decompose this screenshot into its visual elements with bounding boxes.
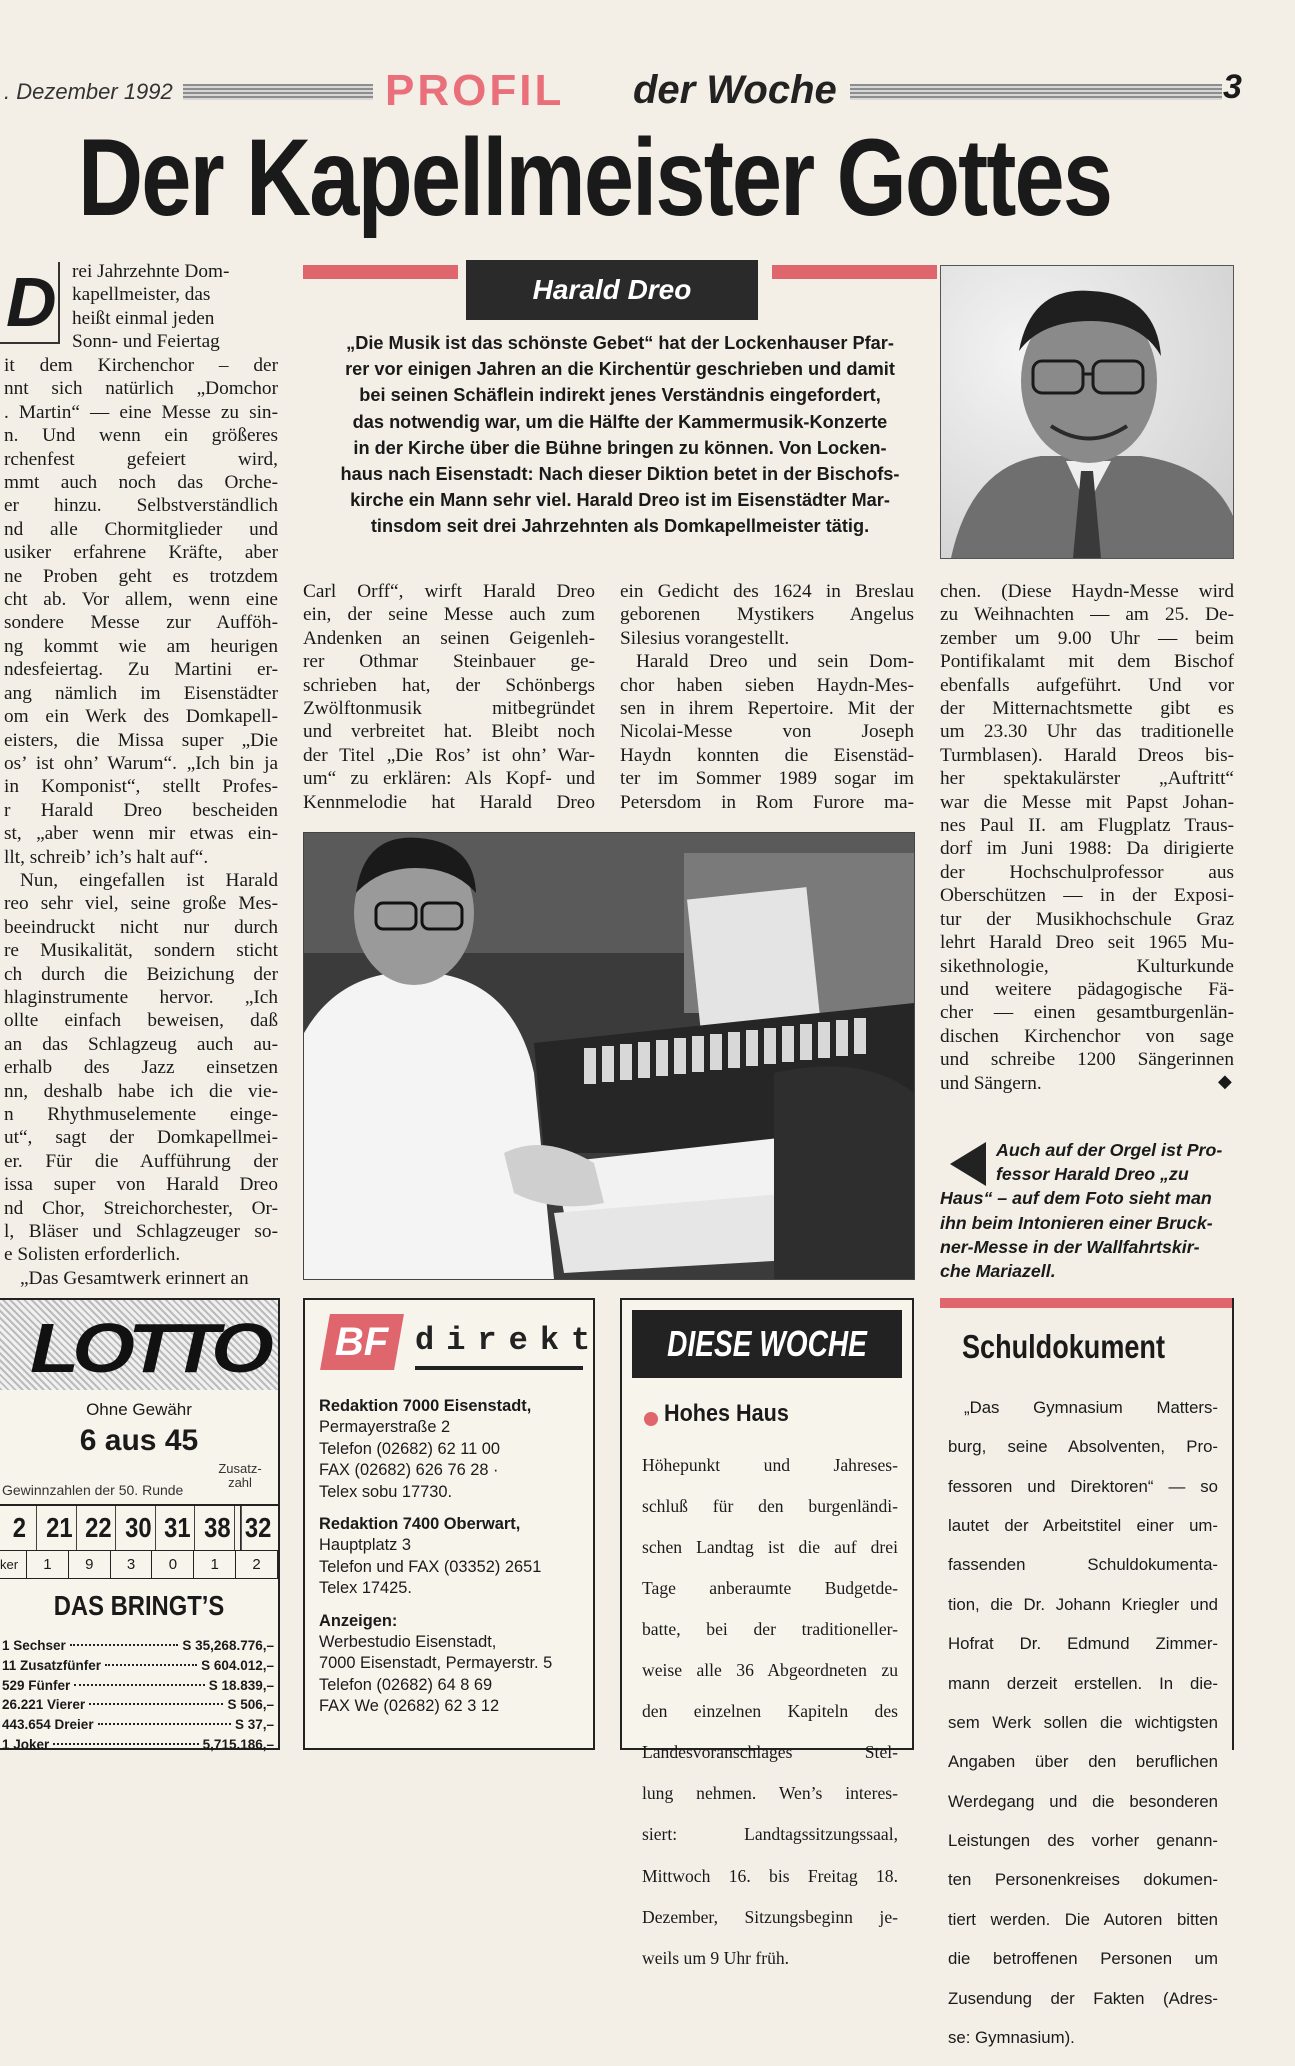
lotto-joker-label: ker <box>0 1550 27 1578</box>
article-line: ng kommt wie am heurigen <box>4 635 278 657</box>
article-column-3 <box>620 580 914 814</box>
schuldokument-line: tiert werden. Die Autoren bitten <box>948 1909 1218 1929</box>
bf-contact-line: Telex 17425. <box>319 1579 412 1598</box>
article-line: zember um 9.00 Uhr — beim <box>940 627 1234 649</box>
article-line: Petersdom in Rom Furore ma- <box>620 791 914 813</box>
bullet-dot <box>644 1412 658 1426</box>
article-line: Silesius vorangestellt. <box>620 627 790 649</box>
bf-direkt-title: direkt <box>415 1322 603 1359</box>
diese-woche-line: siert: Landtagssitzungssaal, <box>642 1824 898 1845</box>
bf-direkt-box <box>303 1298 603 1750</box>
article-column-2 <box>303 580 595 814</box>
schuldokument-line: „Das Gymnasium Matters- <box>964 1397 1218 1417</box>
lotto-payout-row <box>2 1735 274 1755</box>
lotto-box <box>0 1298 280 1750</box>
lotto-payouts <box>2 1636 274 1755</box>
diese-woche-line: batte, bei der traditioneller- <box>642 1618 898 1639</box>
article-line: und schreibe 1200 Sängerinnen <box>940 1049 1234 1071</box>
article-line: chor haben sieben Haydn-Mes- <box>620 674 914 696</box>
bf-contact-line: Anzeigen: <box>319 1611 398 1630</box>
article-line: in Komponist“, stellt Profes- <box>4 776 278 798</box>
article-line: ut“, sagt der Domkapellmei- <box>4 1127 278 1149</box>
bf-contact-block <box>319 1396 589 1503</box>
article-line: um 23.30 Uhr das traditionelle <box>940 721 1234 743</box>
diese-woche-line: Dezember, Sitzungsbeginn je- <box>642 1906 898 1927</box>
schuldokument-red-rule <box>940 1298 1234 1308</box>
article-line: st, „aber wenn mir etwas ein- <box>4 823 278 845</box>
bf-contact-line: Telefon und FAX (03352) 2651 <box>319 1557 542 1576</box>
lotto-payout-label: 11 Zusatzfünfer <box>2 1657 102 1673</box>
bf-contact-line: Telex sobu 17730. <box>319 1482 453 1501</box>
article-line: der Hochschulprofessor aus <box>940 861 1234 883</box>
article-line: rchenfest gefeiert wird, <box>4 448 278 470</box>
photo-caption: Auch auf der Orgel ist Pro- fessor Harald Dreo „zu Haus“ – auf dem Foto sieht man ihn beim Intonieren einer Bruck- ner-Messe in der Wallfahrtskir- che Mariazell. <box>940 1140 1223 1282</box>
banner-red-bar-left <box>303 265 458 279</box>
leader-dots <box>105 1664 197 1666</box>
lotto-number: 30 <box>122 1506 156 1550</box>
article-line: hlaginstrumente hervor. „Ich <box>4 986 278 1008</box>
masthead-der-woche: der Woche <box>633 68 837 112</box>
article-line: os’ ist ohn’ Warum“. „Ich bin ja <box>4 752 278 774</box>
lotto-number: 38 <box>201 1506 235 1550</box>
lotto-number: 2 <box>3 1506 37 1550</box>
article-line: Harald Dreo und sein Dom- <box>636 651 914 673</box>
schuldokument-line: Angaben über den beruflichen <box>948 1752 1218 1772</box>
article-line: nn, deshalb habe ich die vie- <box>4 1080 278 1102</box>
article-line: sikethnologie, Kulturkunde <box>940 955 1234 977</box>
lotto-payout-row <box>2 1715 274 1735</box>
dropcap: D <box>6 263 57 341</box>
bf-contact-line: 7000 Eisenstadt, Permayerstr. 5 <box>319 1654 553 1673</box>
schuldokument-line: fassenden Schuldokumenta- <box>948 1555 1218 1575</box>
article-line: ebenfalls aufgeführt. Und vor <box>940 674 1234 696</box>
lotto-joker-digit: 1 <box>194 1550 236 1578</box>
article-line: und Sängern. <box>940 1072 1042 1094</box>
lotto-number: 21 <box>43 1506 77 1550</box>
diese-woche-box <box>620 1298 914 1968</box>
lotto-payout-label: 529 Fünfer <box>2 1677 71 1693</box>
article-column-1 <box>4 354 278 1290</box>
lotto-payout-amount: 5,715.186,– <box>202 1736 274 1752</box>
masthead-profil: PROFIL <box>385 66 565 115</box>
diese-woche-line: weils um 9 Uhr früh. <box>642 1947 790 1968</box>
article-column-1-top: rei Jahrzehnte Dom- kapellmeister, das heißt einmal jeden Sonn- und Feiertag <box>72 261 230 353</box>
article-line: eisters, die Missa super „Die <box>4 729 278 751</box>
organ-photo <box>303 832 915 1280</box>
diese-woche-line: Mittwoch 16. bis Freitag 18. <box>642 1865 898 1886</box>
name-banner <box>466 260 758 320</box>
article-line: „Das Gesamtwerk erinnert an <box>20 1267 249 1289</box>
diese-woche-line: den einzelnen Kapiteln des <box>642 1701 898 1722</box>
lotto-number: 22 <box>82 1506 116 1550</box>
article-line: r Harald Dreo bescheiden <box>4 799 278 821</box>
masthead-rule-left <box>183 84 373 100</box>
bf-contact-line: Redaktion 7000 Eisenstadt, <box>319 1397 532 1415</box>
article-line: ch durch die Beizichung der <box>4 963 278 985</box>
bf-contact-line: Permayerstraße 2 <box>319 1418 451 1437</box>
article-line: chen. (Diese Haydn-Messe wird <box>940 581 1234 602</box>
article-line: Nicolai-Messe von Joseph <box>620 721 914 743</box>
article-line: Zwölftonmusik mitbegründet <box>303 698 595 720</box>
lotto-round-label: Gewinnzahlen der 50. Runde <box>2 1482 184 1498</box>
article-line: ein Gedicht des 1624 in Breslau <box>620 581 914 602</box>
lotto-payout-label: 1 Sechser <box>2 1638 66 1653</box>
article-line: nd Chor, Streichorchester, Or- <box>4 1197 278 1219</box>
lotto-payout-row <box>2 1656 274 1676</box>
article-line: om ein Werk des Domkapell- <box>4 706 278 728</box>
schuldokument-line: mann derzeit erstellen. In die- <box>948 1673 1218 1693</box>
article-line: schrieben hat, der Schönbergs <box>303 674 595 696</box>
diese-woche-line: schluß für den burgenländi- <box>642 1495 898 1516</box>
article-line: . Martin“ — eine Messe zu sin- <box>4 401 278 423</box>
article-line: sondere Messe zur Aufföh- <box>4 612 278 634</box>
article-line: dorf im Juni 1988: Da dirigierte <box>940 838 1234 860</box>
article-line: rer Othmar Steinbauer ge- <box>303 651 595 673</box>
article-line: sen in ihrem Repertoire. Mit der <box>620 698 914 720</box>
article-line: tur der Musikhochschule Graz <box>940 908 1234 930</box>
lotto-payout-label: 26.221 Vierer <box>2 1697 86 1713</box>
masthead-date: . Dezember 1992 <box>4 79 173 104</box>
schuldokument-line: Werdegang und die besonderen <box>948 1791 1218 1811</box>
lotto-ohne-gewaehr: Ohne Gewähr <box>86 1400 192 1419</box>
schuldokument-line: Hofrat Dr. Edmund Zimmer- <box>948 1634 1218 1654</box>
bf-contact-info <box>319 1396 589 1729</box>
schuldokument-side-rule <box>1232 1298 1234 1750</box>
diese-woche-line: Landesvoranschlages Stel- <box>642 1742 898 1763</box>
lotto-payout-amount: S 35,268.776,– <box>182 1638 274 1653</box>
page-number: 3 <box>1223 68 1242 106</box>
article-line: Andenken an seinen Geigenleh- <box>303 627 595 649</box>
bf-contact-line: Werbestudio Eisenstadt, <box>319 1633 497 1652</box>
diese-woche-header: DIESE WOCHE <box>632 1310 902 1378</box>
article-line: war die Messe mit Papst Johan- <box>940 791 1234 813</box>
lotto-payout-row <box>2 1695 274 1715</box>
schuldokument-box <box>940 1298 1234 2048</box>
article-line: er. Für die Aufführung der <box>4 1150 278 1172</box>
lotto-payout-row <box>2 1676 274 1696</box>
article-line: um“ zu erklären: Als Kopf- und <box>303 768 595 790</box>
lotto-payout-amount: S 18.839,– <box>208 1677 274 1693</box>
bf-contact-line: FAX We (02682) 62 3 12 <box>319 1697 500 1716</box>
schuldokument-line: fessoren und Direktoren“ — so <box>948 1476 1218 1496</box>
article-line: er hinzu. Selbstverständlich <box>4 495 278 517</box>
bf-contact-line: Telefon (02682) 62 11 00 <box>319 1439 501 1458</box>
lotto-numbers-row <box>0 1504 278 1551</box>
schuldokument-line: tion, die Dr. Johann Kriegler und <box>948 1594 1218 1614</box>
lead-paragraph: „Die Musik ist das schönste Gebet“ hat der Lockenhauser Pfar- rer vor einigen Jahren an die Kirchentür geschrieben und damit bei seinen Schäflein indirekt jenes Verständnis eingefordert, das notwendig war, um die Hälfte der Kammermusik-Konzerte in der Kirche über die Bühne bringen zu können. Von Locken- haus nach Eisenstadt: Nach dieser Diktion betet in der Bischofs- kirche ein Mann sehr viel. Harald Dreo ist im Eisenstädter Mar- tinsdom seit drei Jahrzehnten als Domkapellmeister tätig. <box>340 333 900 537</box>
article-line: it dem Kirchenchor – der <box>4 355 278 376</box>
schuldokument-line: ten Personenkreises dokumen- <box>948 1870 1218 1890</box>
leader-dots <box>53 1743 198 1745</box>
end-mark: ◆ <box>1218 1071 1232 1091</box>
lotto-payout-amount: S 604.012,– <box>201 1657 274 1673</box>
article-line: ollte einfach beweisen, daß <box>4 1010 278 1032</box>
schuldokument-line: Zusendung der Fakten (Adres- <box>948 1988 1218 2008</box>
bf-contact-line: Telefon (02682) 64 8 69 <box>319 1675 493 1694</box>
portrait-image <box>941 266 1233 558</box>
lotto-payout-row <box>2 1636 274 1656</box>
article-line: nnt sich natürlich „Domchor <box>4 378 278 400</box>
article-line: an das Schlagzeug auch au- <box>4 1033 278 1055</box>
article-line: ter im Sommer 1989 sogar im <box>620 768 914 790</box>
article-line: zu Weihnachten — am 25. De- <box>940 604 1234 626</box>
article-column-4 <box>940 580 1234 1095</box>
article-line: ndesfeiertag. Zu Martini er- <box>4 659 278 681</box>
article-line: lehrt Harald Dreo seit 1965 Mu- <box>940 932 1234 954</box>
bf-contact-block <box>319 1514 589 1600</box>
schuldokument-title: Schuldokument <box>962 1328 1165 1365</box>
article-line: Kennmelodie hat Harald Dreo <box>303 791 595 813</box>
article-line: reo sehr viel, seine große Mes- <box>4 893 278 915</box>
article-line: n Rhythmuselemente einge- <box>4 1104 278 1125</box>
article-line: mmt auch noch das Orche- <box>4 472 278 494</box>
bf-title-rule <box>415 1366 583 1370</box>
diese-woche-line: weise alle 36 Abgeordneten zu <box>642 1660 898 1681</box>
article-line: llt, schreib’ ich’s halt auf“. <box>4 846 209 868</box>
diese-woche-line: lung nehmen. Wen’s interes- <box>642 1783 898 1804</box>
name-banner-text: Harald Dreo <box>532 274 692 305</box>
article-line: nd alle Chormitglieder und <box>4 518 278 540</box>
article-line: Carl Orff“, wirft Harald Dreo <box>303 581 595 602</box>
lotto-zusatz-label: Zusatz- zahl <box>218 1461 262 1490</box>
article-line: issa super von Harald Dreo <box>4 1174 278 1196</box>
schuldokument-text <box>948 1380 1218 2066</box>
article-line: beeindruckt nicht nur durch <box>4 916 278 938</box>
bf-contact-block <box>319 1611 589 1718</box>
leader-dots <box>70 1644 179 1646</box>
portrait-photo <box>940 265 1234 559</box>
lotto-joker-digit: 9 <box>69 1550 111 1578</box>
lotto-joker-digit: 0 <box>152 1550 194 1578</box>
lotto-number: 31 <box>161 1506 195 1550</box>
lotto-bringts-title: DAS BRINGT’S <box>53 1590 225 1621</box>
schuldokument-line: Leistungen des vorher genann- <box>948 1831 1218 1851</box>
article-line: cher — einen gesamtburgenlän- <box>940 1002 1234 1024</box>
article-line: Oberschützen — in der Exposi- <box>940 885 1234 907</box>
lotto-logo: LOTTO <box>30 1309 267 1387</box>
lotto-joker-digit: 1 <box>27 1550 69 1578</box>
schuldokument-line: se: Gymnasium). <box>948 2028 1075 2048</box>
article-line: Haydn konnten die Eisenstäd- <box>620 744 914 766</box>
diese-woche-line: schen Landtag ist die auf drei <box>642 1536 898 1557</box>
article-line: dischen Kirchenchor von sage <box>940 1025 1234 1047</box>
diese-woche-subtitle: Hohes Haus <box>664 1400 789 1427</box>
bf-logo: BF <box>320 1314 404 1370</box>
bf-contact-line: Redaktion 7400 Oberwart, <box>319 1515 521 1534</box>
article-line: ne Proben geht es trotzdem <box>4 565 278 587</box>
bf-contact-line: FAX (02682) 626 76 28 · <box>319 1461 499 1480</box>
diese-woche-line: Tage anberaumte Budgetde- <box>642 1577 898 1598</box>
article-line: Pontifikalamt mit dem Bischof <box>940 651 1234 673</box>
article-line: e Solisten erforderlich. <box>4 1244 181 1266</box>
article-line: nes Paul II. am Flugplatz Traus- <box>940 815 1234 837</box>
article-line: der Titel „Die Ros’ ist ohn’ War- <box>303 744 595 766</box>
lotto-joker-row <box>0 1550 278 1579</box>
article-line: cht ab. Vor allem, wenn eine <box>4 589 278 611</box>
article-line: ein, der seine Messe auch zum <box>303 604 595 626</box>
diese-woche-line: Höhepunkt und Jahreses- <box>642 1454 898 1475</box>
article-line: Turmblasen). Harald Dreos bis- <box>940 744 1234 766</box>
schuldokument-line: burg, seine Absolventen, Pro- <box>948 1437 1218 1457</box>
article-line: ang nämlich im Eisenstädter <box>4 682 278 704</box>
page-title: Der Kapellmeister Gottes <box>78 115 1112 239</box>
lotto-payout-label: 1 Joker <box>2 1736 50 1752</box>
article-line: her spektakulärster „Auftritt“ <box>940 768 1234 790</box>
lotto-joker-digit: 3 <box>111 1550 153 1578</box>
lotto-payout-label: 443.654 Dreier <box>2 1717 94 1733</box>
leader-dots <box>74 1684 204 1686</box>
lotto-payout-amount: S 506,– <box>227 1697 274 1713</box>
schuldokument-line: lautet der Arbeitstitel einer um- <box>948 1515 1218 1535</box>
diese-woche-text <box>642 1436 898 1988</box>
lotto-payout-amount: S 37,– <box>234 1717 274 1733</box>
banner-red-bar-right <box>772 265 937 279</box>
article-line: usiker erfahrene Kräfte, aber <box>4 542 278 564</box>
article-line: der Mitternachtsmette gibt es <box>940 698 1234 720</box>
lotto-zusatzzahl: 32 <box>241 1506 275 1550</box>
article-line: n. Und wenn ein größeres <box>4 425 278 447</box>
article-line: geborenen Mystikers Angelus <box>620 604 914 626</box>
article-line: Nun, eingefallen ist Harald <box>20 869 278 891</box>
article-line: und verbreitet hat. Bleibt noch <box>303 721 595 743</box>
schuldokument-line: die betroffenen Personen um <box>948 1949 1218 1969</box>
article-line: und weitere pädagogische Fä- <box>940 978 1234 1000</box>
masthead-rule-right <box>850 84 1222 100</box>
leader-dots <box>98 1723 231 1725</box>
article-line: erhalb des Jazz einsetzen <box>4 1057 278 1079</box>
lotto-joker-digit: 2 <box>236 1550 278 1578</box>
leader-dots <box>89 1703 223 1705</box>
lotto-game: 6 aus 45 <box>79 1424 199 1457</box>
bf-contact-line: Hauptplatz 3 <box>319 1536 412 1555</box>
article-line: l, Bläser und Schlagzeuger so- <box>4 1221 278 1243</box>
article-line: re Musikalität, sondern sticht <box>4 940 278 962</box>
organ-image <box>304 833 914 1279</box>
schuldokument-line: sem Werk sollen die wichtigsten <box>948 1712 1218 1732</box>
